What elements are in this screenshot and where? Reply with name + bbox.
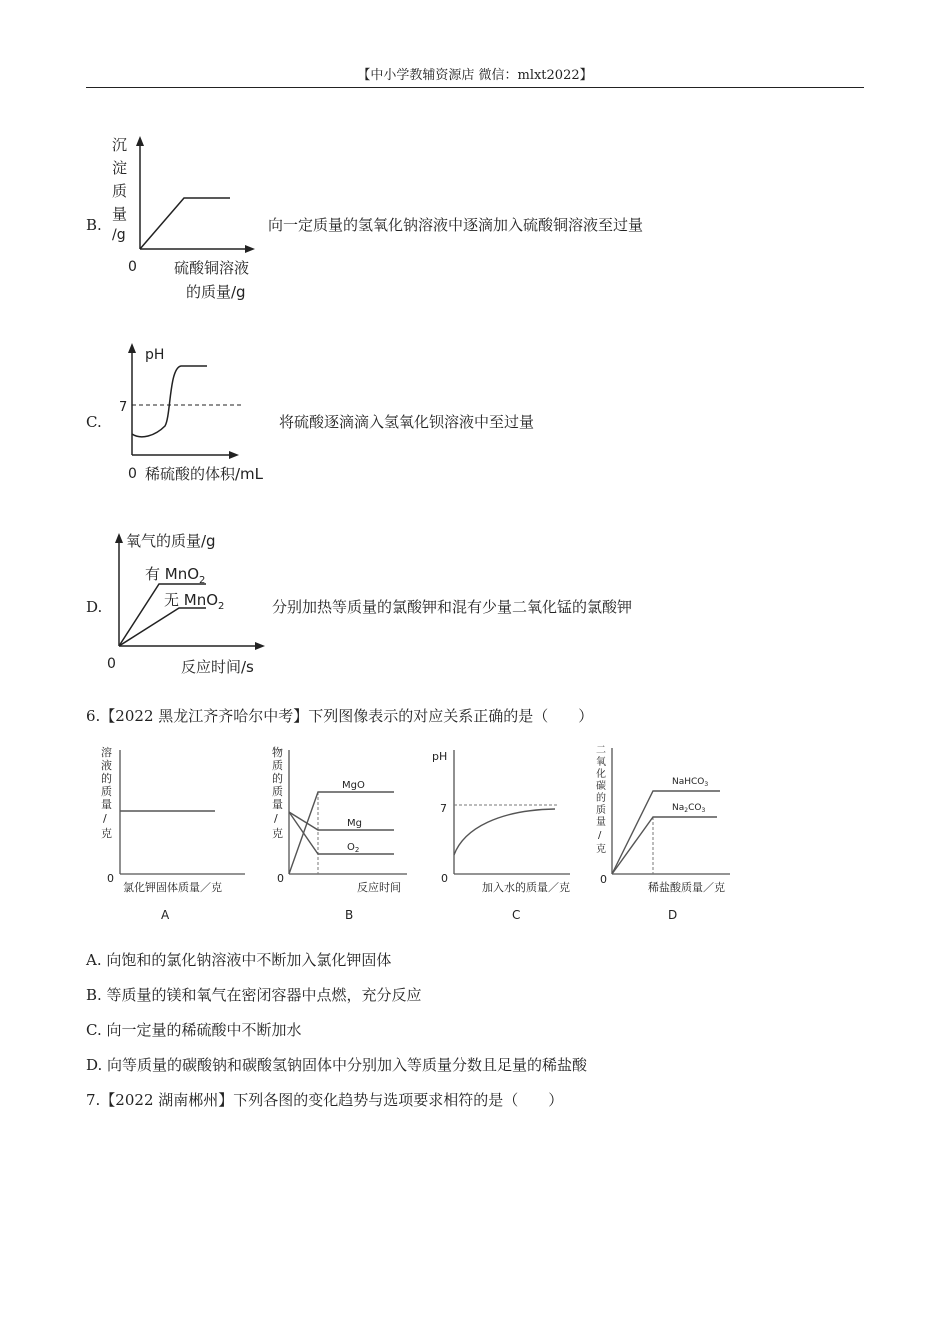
q7-stem: 7.【2022 湖南郴州】下列各图的变化趋势与选项要求相符的是（ ）: [86, 1091, 564, 1109]
y-label-char: 质: [112, 182, 128, 200]
tick-7: 7: [440, 802, 447, 815]
y-label-char: 的: [101, 772, 112, 785]
q6-graph-a: [95, 742, 255, 927]
y-label-char: 量: [112, 205, 128, 223]
y-label-char: 淀: [112, 159, 128, 177]
na2co3-line: [612, 817, 717, 874]
origin-label: 0: [277, 872, 284, 885]
series-with-mno2: 有 MnO$_2$: [145, 565, 206, 586]
option-b-text: 向一定质量的氢氧化钠溶液中逐滴加入硫酸铜溶液至过量: [268, 216, 644, 234]
nahco3-label: NaHCO$_3$: [672, 777, 709, 788]
mgo-line: [289, 792, 394, 874]
y-label-char: 量: [596, 817, 606, 828]
caption: C: [512, 908, 521, 922]
q6-option-a: A. 向饱和的氯化钠溶液中不断加入氯化钾固体: [86, 951, 392, 969]
x-label-line1: 硫酸铜溶液: [174, 259, 250, 277]
y-label-char: /: [274, 812, 278, 825]
q6-option-b: B. 等质量的镁和氧气在密闭容器中点燃，充分反应: [86, 986, 422, 1004]
y-label-char: 质: [272, 759, 283, 772]
header-divider: [86, 87, 864, 88]
y-label-char: /: [598, 830, 602, 841]
x-axis-arrow: [255, 642, 265, 650]
y-label-char: 的: [272, 772, 283, 785]
q6-graph-d: [590, 740, 750, 927]
caption: A: [161, 908, 170, 922]
option-d-label: D.: [86, 598, 103, 616]
mgo-label: MgO: [342, 780, 365, 791]
y-label-char: 克: [596, 844, 606, 855]
y-label-char: /: [103, 812, 107, 825]
y-label: 氧气的质量/g: [126, 532, 216, 550]
x-label: 加入水的质量／克: [482, 881, 570, 894]
y-label-char: 物: [272, 746, 283, 759]
y-label-char: 化: [596, 769, 606, 780]
x-label: 稀盐酸质量／克: [648, 881, 725, 894]
precipitate-curve: [140, 198, 230, 249]
y-label-char: 溶: [101, 746, 112, 759]
q6-stem: 6.【2022 黑龙江齐齐哈尔中考】下列图像表示的对应关系正确的是（ ）: [86, 707, 594, 725]
o2-label: $O_2$: [347, 842, 360, 854]
x-label-line2: 的质量/g: [186, 283, 246, 301]
caption: B: [345, 908, 354, 922]
y-label-char: 氧: [596, 757, 606, 768]
caption: D: [668, 908, 678, 922]
mg-line: [289, 812, 394, 830]
origin-label: 0: [107, 872, 114, 885]
option-d-graph: [104, 528, 284, 680]
x-label: 氯化钾固体质量／克: [123, 881, 222, 894]
y-label-char: /g: [112, 227, 126, 243]
y-label-char: 液: [101, 759, 112, 772]
option-d-text: 分别加热等质量的氯酸钾和混有少量二氧化锰的氯酸钾: [272, 598, 633, 616]
y-label: pH: [145, 347, 165, 363]
option-b-label: B.: [86, 216, 102, 234]
y-axis-arrow: [136, 136, 144, 146]
x-label: 反应时间: [357, 881, 401, 894]
option-c-text: 将硫酸逐滴滴入氢氧化钡溶液中至过量: [279, 413, 535, 431]
option-c-label: C.: [86, 413, 102, 431]
y-label-char: 的: [596, 793, 606, 804]
o2-line: [289, 812, 394, 854]
x-label: 反应时间/s: [181, 658, 254, 676]
y-label-char: 二: [596, 745, 606, 756]
page-header: 【中小学教辅资源店 微信：mlxt2022】: [357, 68, 593, 83]
tick-7: 7: [119, 400, 128, 415]
y-label-char: 碳: [596, 781, 606, 792]
y-label-char: 克: [101, 827, 112, 840]
y-label-char: 沉: [112, 136, 128, 154]
y-axis-arrow: [128, 343, 136, 353]
x-axis-arrow: [229, 451, 239, 459]
na2co3-label: $Na_2CO_3$: [672, 803, 706, 814]
y-axis-arrow: [115, 533, 123, 543]
option-b-graph: [104, 132, 274, 307]
q6-option-c: C. 向一定量的稀硫酸中不断加水: [86, 1021, 302, 1039]
y-label-char: 克: [272, 827, 283, 840]
y-label-char: 质: [272, 785, 283, 798]
origin-label: 0: [107, 656, 116, 672]
mg-label: Mg: [347, 818, 362, 829]
ph-curve: [454, 809, 555, 855]
option-c-graph: [115, 338, 285, 488]
q6-graph-c: [430, 742, 590, 927]
y-label-char: 量: [272, 798, 283, 811]
origin-label: 0: [128, 466, 137, 482]
q6-graph-b: [267, 742, 427, 927]
y-label-char: 质: [101, 785, 112, 798]
y-label-char: 量: [101, 798, 112, 811]
x-axis-arrow: [245, 245, 255, 253]
series-without-mno2: 无 MnO$_2$: [164, 591, 225, 612]
x-label: 稀硫酸的体积/mL: [145, 465, 264, 483]
y-label-char: 质: [596, 805, 606, 816]
nahco3-line: [612, 791, 720, 874]
y-label: pH: [432, 750, 448, 763]
origin-label: 0: [600, 873, 607, 886]
q6-option-d: D. 向等质量的碳酸钠和碳酸氢钠固体中分别加入等质量分数且足量的稀盐酸: [86, 1056, 588, 1074]
origin-label: 0: [441, 872, 448, 885]
origin-label: 0: [128, 259, 137, 275]
ph-curve: [132, 366, 207, 437]
